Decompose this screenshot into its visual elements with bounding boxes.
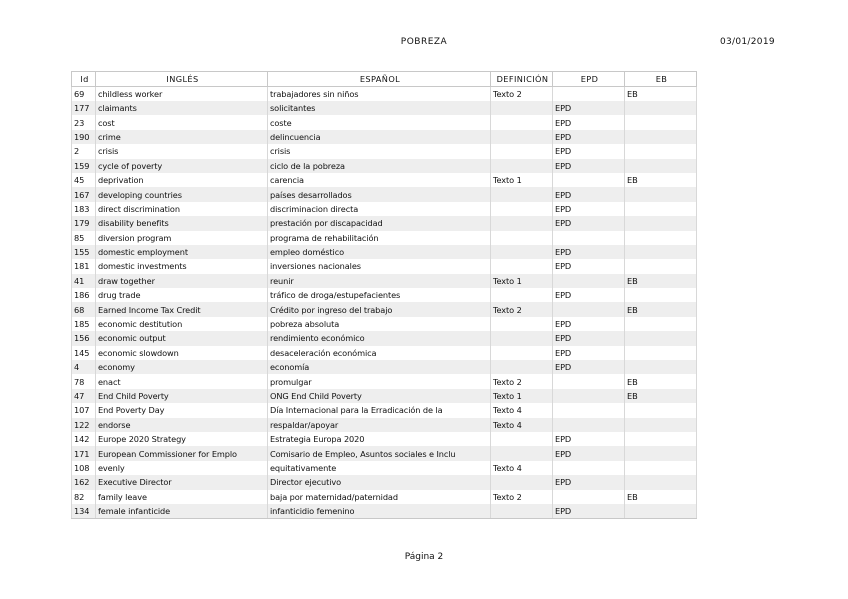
table-row [72, 360, 697, 374]
cell-ingles: female infanticide [96, 504, 268, 519]
table-row [72, 461, 697, 475]
cell-ingles: drug trade [96, 288, 268, 302]
cell-eb [625, 159, 697, 173]
cell-epd [553, 418, 625, 432]
cell-id: 47 [72, 389, 96, 403]
cell-epd: EPD [553, 187, 625, 201]
cell-eb: EB [625, 302, 697, 316]
cell-definicion: Texto 4 [491, 418, 553, 432]
table-row [72, 374, 697, 388]
page-title: POBREZA [400, 37, 448, 47]
cell-definicion [491, 446, 553, 460]
cell-epd: EPD [553, 288, 625, 302]
cell-espanol: promulgar [268, 374, 491, 388]
table-row [72, 101, 697, 115]
cell-definicion: Texto 2 [491, 374, 553, 388]
cell-definicion [491, 202, 553, 216]
cell-definicion [491, 288, 553, 302]
cell-epd: EPD [553, 331, 625, 345]
cell-espanol: pobreza absoluta [268, 317, 491, 331]
cell-definicion [491, 130, 553, 144]
cell-eb [625, 317, 697, 331]
column-header-espanol: ESPAÑOL [268, 72, 491, 87]
cell-definicion: Texto 2 [491, 490, 553, 504]
cell-espanol: economía [268, 360, 491, 374]
table-header-row [72, 72, 697, 87]
cell-eb [625, 202, 697, 216]
cell-ingles: Earned Income Tax Credit [96, 302, 268, 316]
cell-epd [553, 231, 625, 245]
table-row [72, 490, 697, 504]
table-row [72, 331, 697, 345]
cell-eb [625, 331, 697, 345]
column-header-epd: EPD [553, 72, 625, 87]
cell-epd: EPD [553, 130, 625, 144]
cell-definicion [491, 187, 553, 201]
cell-eb: EB [625, 374, 697, 388]
cell-definicion: Texto 2 [491, 87, 553, 102]
cell-ingles: claimants [96, 101, 268, 115]
cell-espanol: Crédito por ingreso del trabajo [268, 302, 491, 316]
cell-ingles: family leave [96, 490, 268, 504]
cell-ingles: draw together [96, 274, 268, 288]
cell-eb [625, 475, 697, 489]
cell-id: 69 [72, 87, 96, 102]
cell-ingles: cost [96, 115, 268, 129]
cell-epd: EPD [553, 144, 625, 158]
cell-ingles: economy [96, 360, 268, 374]
cell-epd [553, 461, 625, 475]
cell-ingles: endorse [96, 418, 268, 432]
cell-epd [553, 389, 625, 403]
table-row [72, 274, 697, 288]
cell-epd [553, 173, 625, 187]
cell-espanol: coste [268, 115, 491, 129]
cell-id: 186 [72, 288, 96, 302]
cell-definicion [491, 504, 553, 519]
cell-eb [625, 144, 697, 158]
cell-epd: EPD [553, 360, 625, 374]
cell-id: 41 [72, 274, 96, 288]
cell-definicion: Texto 1 [491, 389, 553, 403]
cell-definicion: Texto 1 [491, 173, 553, 187]
cell-eb [625, 259, 697, 273]
cell-ingles: European Commissioner for Emplo [96, 446, 268, 460]
cell-espanol: Día Internacional para la Erradicación de la [268, 403, 491, 417]
cell-eb [625, 216, 697, 230]
cell-id: 156 [72, 331, 96, 345]
cell-espanol: trabajadores sin niños [268, 87, 491, 102]
cell-espanol: Estrategia Europa 2020 [268, 432, 491, 446]
cell-eb [625, 446, 697, 460]
cell-ingles: economic slowdown [96, 346, 268, 360]
cell-definicion [491, 216, 553, 230]
table-row [72, 87, 697, 102]
cell-epd [553, 274, 625, 288]
cell-id: 45 [72, 173, 96, 187]
cell-id: 82 [72, 490, 96, 504]
cell-eb: EB [625, 389, 697, 403]
cell-espanol: respaldar/apoyar [268, 418, 491, 432]
table-row [72, 245, 697, 259]
cell-eb [625, 231, 697, 245]
table-row [72, 130, 697, 144]
cell-definicion [491, 331, 553, 345]
cell-id: 190 [72, 130, 96, 144]
cell-id: 181 [72, 259, 96, 273]
cell-epd: EPD [553, 432, 625, 446]
cell-ingles: Executive Director [96, 475, 268, 489]
cell-definicion: Texto 2 [491, 302, 553, 316]
cell-espanol: empleo doméstico [268, 245, 491, 259]
cell-epd: EPD [553, 159, 625, 173]
cell-ingles: enact [96, 374, 268, 388]
table-row [72, 259, 697, 273]
table-row [72, 432, 697, 446]
cell-id: 4 [72, 360, 96, 374]
page-number: Página 2 [404, 552, 444, 562]
table-row [72, 231, 697, 245]
cell-definicion [491, 231, 553, 245]
cell-ingles: diversion program [96, 231, 268, 245]
cell-definicion: Texto 4 [491, 403, 553, 417]
column-header-eb: EB [625, 72, 697, 87]
cell-epd: EPD [553, 446, 625, 460]
cell-espanol: baja por maternidad/paternidad [268, 490, 491, 504]
glossary-table [71, 71, 697, 519]
cell-definicion [491, 144, 553, 158]
cell-ingles: crisis [96, 144, 268, 158]
cell-epd [553, 374, 625, 388]
cell-ingles: domestic investments [96, 259, 268, 273]
cell-eb [625, 245, 697, 259]
table-row [72, 115, 697, 129]
cell-definicion [491, 245, 553, 259]
cell-espanol: ONG End Child Poverty [268, 389, 491, 403]
cell-eb: EB [625, 173, 697, 187]
cell-eb [625, 288, 697, 302]
cell-ingles: evenly [96, 461, 268, 475]
cell-id: 2 [72, 144, 96, 158]
table-row [72, 418, 697, 432]
cell-id: 134 [72, 504, 96, 519]
cell-espanol: ciclo de la pobreza [268, 159, 491, 173]
table-row [72, 317, 697, 331]
cell-eb [625, 432, 697, 446]
cell-eb [625, 504, 697, 519]
cell-definicion: Texto 1 [491, 274, 553, 288]
cell-id: 78 [72, 374, 96, 388]
cell-id: 85 [72, 231, 96, 245]
cell-epd: EPD [553, 504, 625, 519]
column-header-definicion: DEFINICIÓN [491, 72, 553, 87]
cell-definicion [491, 159, 553, 173]
column-header-ingles: INGLÉS [96, 72, 268, 87]
cell-espanol: programa de rehabilitación [268, 231, 491, 245]
table-row [72, 302, 697, 316]
cell-ingles: disability benefits [96, 216, 268, 230]
cell-id: 107 [72, 403, 96, 417]
table-row [72, 202, 697, 216]
cell-id: 155 [72, 245, 96, 259]
cell-espanol: Comisario de Empleo, Asuntos sociales e Inclu [268, 446, 491, 460]
table-row [72, 346, 697, 360]
cell-definicion [491, 432, 553, 446]
cell-id: 23 [72, 115, 96, 129]
cell-id: 183 [72, 202, 96, 216]
cell-eb [625, 115, 697, 129]
cell-espanol: prestación por discapacidad [268, 216, 491, 230]
cell-eb: EB [625, 490, 697, 504]
table-row [72, 288, 697, 302]
report-date: 03/01/2019 [720, 37, 775, 47]
table-row [72, 187, 697, 201]
cell-ingles: Europe 2020 Strategy [96, 432, 268, 446]
cell-ingles: direct discrimination [96, 202, 268, 216]
cell-epd: EPD [553, 216, 625, 230]
cell-epd: EPD [553, 475, 625, 489]
cell-epd [553, 490, 625, 504]
cell-ingles: deprivation [96, 173, 268, 187]
cell-epd: EPD [553, 115, 625, 129]
cell-id: 162 [72, 475, 96, 489]
cell-epd [553, 302, 625, 316]
cell-ingles: childless worker [96, 87, 268, 102]
cell-ingles: End Child Poverty [96, 389, 268, 403]
cell-ingles: End Poverty Day [96, 403, 268, 417]
cell-definicion [491, 101, 553, 115]
cell-ingles: economic destitution [96, 317, 268, 331]
cell-definicion: Texto 4 [491, 461, 553, 475]
table-row [72, 159, 697, 173]
cell-espanol: carencia [268, 173, 491, 187]
cell-eb [625, 403, 697, 417]
cell-espanol: infanticidio femenino [268, 504, 491, 519]
cell-id: 108 [72, 461, 96, 475]
cell-definicion [491, 115, 553, 129]
cell-espanol: solicitantes [268, 101, 491, 115]
cell-epd [553, 87, 625, 102]
cell-id: 145 [72, 346, 96, 360]
cell-espanol: crisis [268, 144, 491, 158]
cell-espanol: delincuencia [268, 130, 491, 144]
cell-espanol: equitativamente [268, 461, 491, 475]
cell-id: 68 [72, 302, 96, 316]
cell-espanol: discriminacion directa [268, 202, 491, 216]
cell-espanol: inversiones nacionales [268, 259, 491, 273]
table-row [72, 144, 697, 158]
cell-epd [553, 403, 625, 417]
table-row [72, 446, 697, 460]
cell-definicion [491, 475, 553, 489]
table-row [72, 389, 697, 403]
cell-eb [625, 187, 697, 201]
cell-eb: EB [625, 87, 697, 102]
cell-id: 171 [72, 446, 96, 460]
cell-eb [625, 360, 697, 374]
table-row [72, 173, 697, 187]
cell-id: 185 [72, 317, 96, 331]
cell-ingles: domestic employment [96, 245, 268, 259]
table-body [72, 87, 697, 519]
cell-eb [625, 418, 697, 432]
cell-eb [625, 101, 697, 115]
cell-ingles: crime [96, 130, 268, 144]
column-header-id: Id [72, 72, 96, 87]
cell-eb [625, 130, 697, 144]
cell-ingles: economic output [96, 331, 268, 345]
cell-espanol: desaceleración económica [268, 346, 491, 360]
cell-espanol: países desarrollados [268, 187, 491, 201]
table-row [72, 403, 697, 417]
cell-espanol: rendimiento económico [268, 331, 491, 345]
cell-eb [625, 461, 697, 475]
cell-epd: EPD [553, 317, 625, 331]
cell-eb: EB [625, 274, 697, 288]
table-row [72, 475, 697, 489]
cell-ingles: cycle of poverty [96, 159, 268, 173]
cell-definicion [491, 317, 553, 331]
cell-epd: EPD [553, 245, 625, 259]
cell-epd: EPD [553, 202, 625, 216]
cell-epd: EPD [553, 101, 625, 115]
cell-espanol: Director ejecutivo [268, 475, 491, 489]
cell-id: 167 [72, 187, 96, 201]
cell-definicion [491, 360, 553, 374]
cell-ingles: developing countries [96, 187, 268, 201]
table-row [72, 216, 697, 230]
cell-eb [625, 346, 697, 360]
cell-id: 142 [72, 432, 96, 446]
cell-id: 179 [72, 216, 96, 230]
cell-definicion [491, 346, 553, 360]
table-row [72, 504, 697, 519]
cell-epd: EPD [553, 259, 625, 273]
cell-id: 159 [72, 159, 96, 173]
cell-espanol: tráfico de droga/estupefacientes [268, 288, 491, 302]
cell-espanol: reunir [268, 274, 491, 288]
cell-id: 177 [72, 101, 96, 115]
cell-definicion [491, 259, 553, 273]
cell-epd: EPD [553, 346, 625, 360]
cell-id: 122 [72, 418, 96, 432]
